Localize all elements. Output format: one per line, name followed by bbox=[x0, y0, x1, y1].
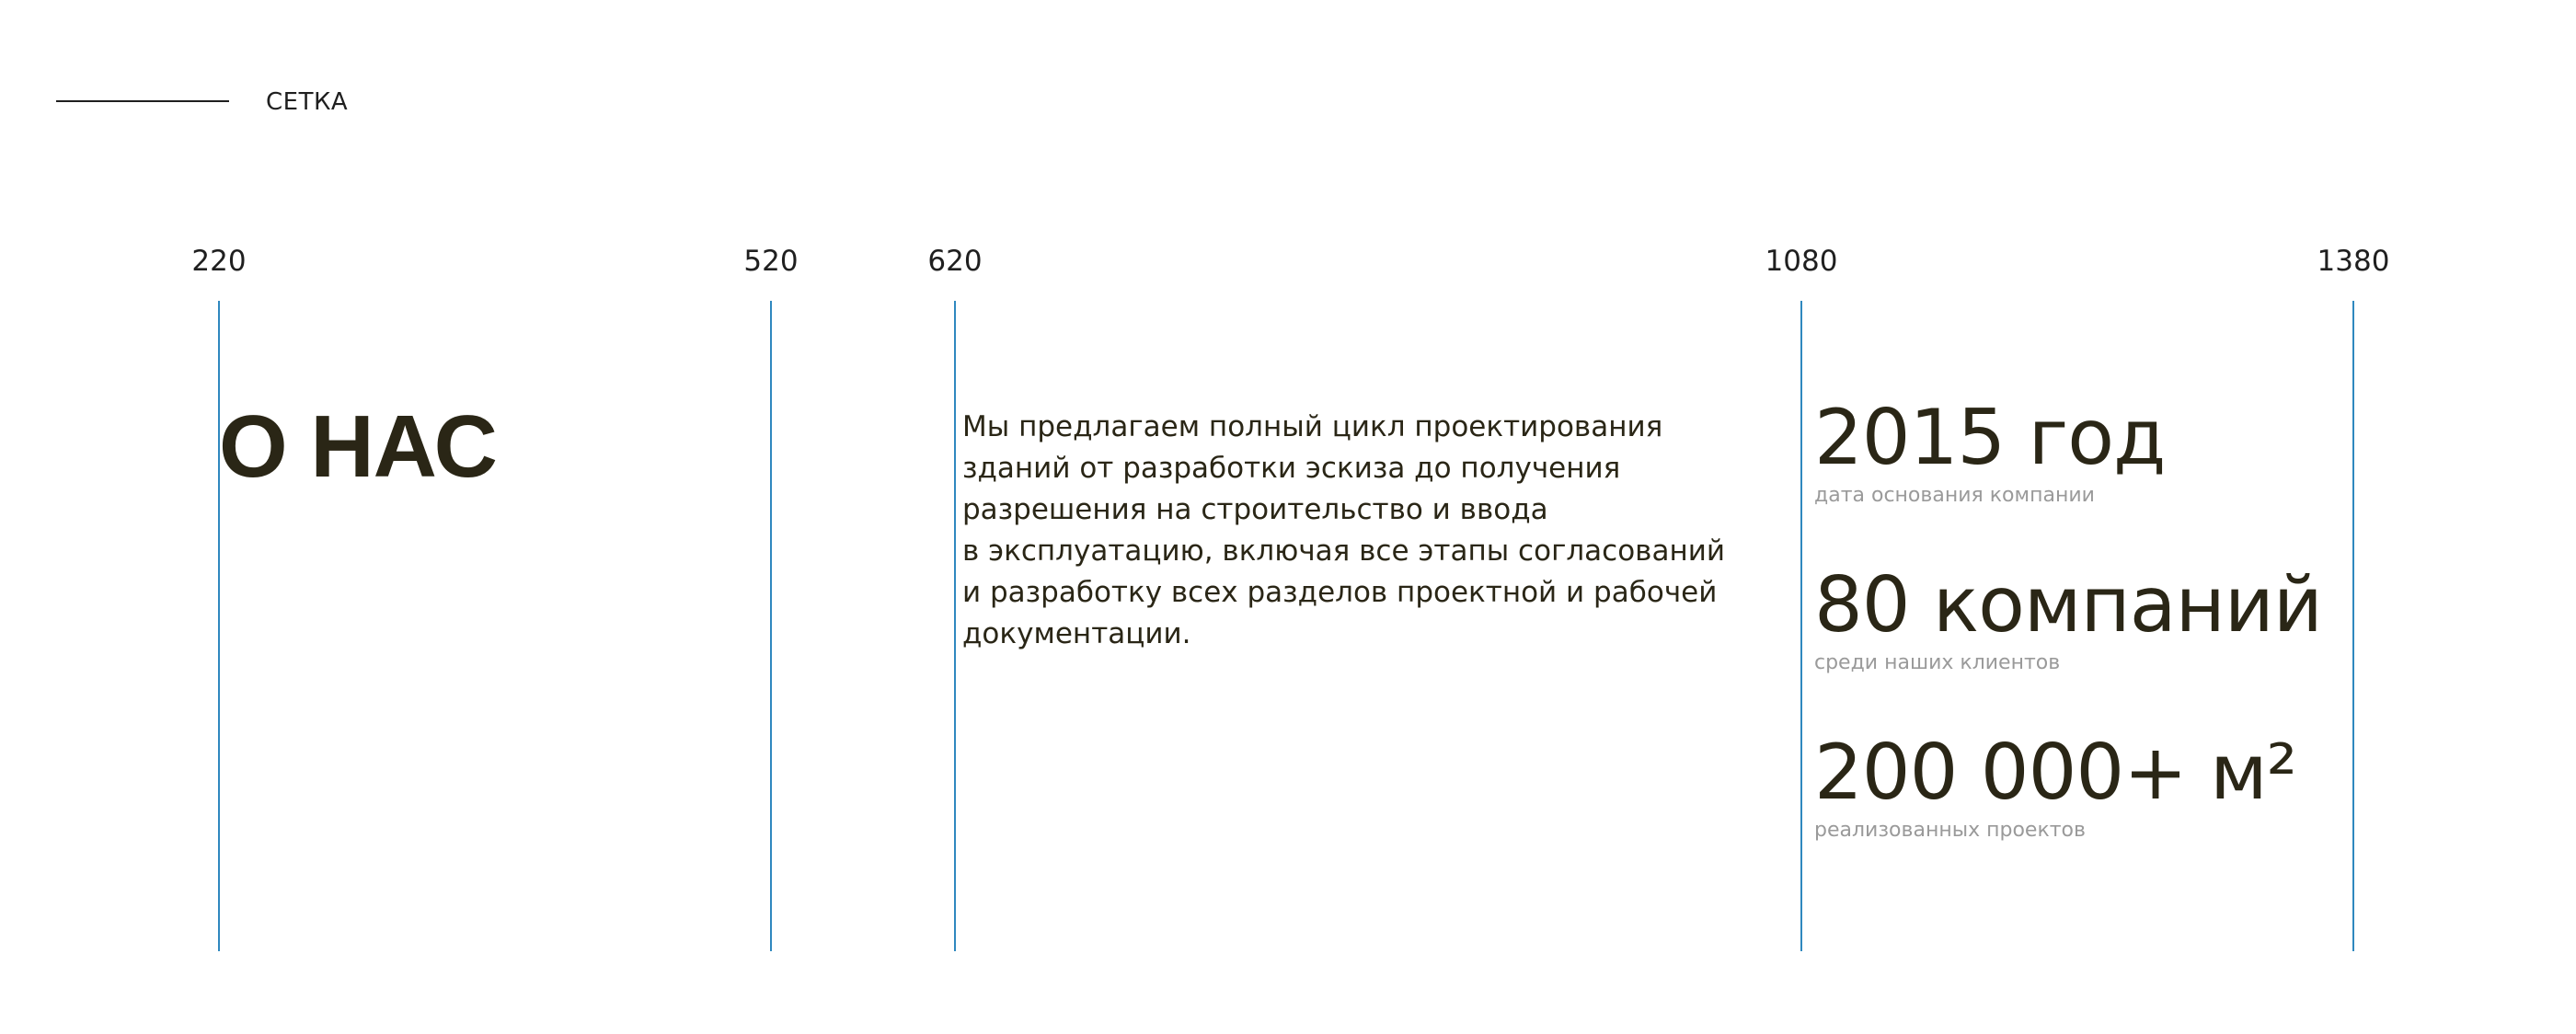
description-line: в эксплуатацию, включая все этапы согласований bbox=[962, 534, 1726, 568]
description-line: Мы предлагаем полный цикл проектирования bbox=[962, 410, 1663, 443]
description-line: зданий от разработки эскиза до получения bbox=[962, 452, 1621, 485]
stat-area bbox=[1814, 729, 2296, 843]
description-line: и разработку всех разделов проектной и рабочей bbox=[962, 576, 1718, 609]
about-description bbox=[962, 407, 1726, 655]
section-title: О НАС bbox=[219, 397, 497, 496]
header-label: СЕТКА bbox=[266, 88, 349, 116]
stat-caption: реализованных проектов bbox=[1814, 819, 2086, 842]
stat-founded bbox=[1814, 394, 2165, 508]
grid-line-1080 bbox=[1800, 301, 1802, 951]
description-line: разрешения на строительство и ввода bbox=[962, 493, 1548, 526]
grid-line-520 bbox=[770, 301, 772, 951]
description-line: документации. bbox=[962, 617, 1191, 650]
grid-label-620: 620 bbox=[927, 245, 983, 278]
grid-line-1380 bbox=[2352, 301, 2354, 951]
stat-clients bbox=[1814, 561, 2322, 675]
grid-label-220: 220 bbox=[191, 245, 247, 278]
stat-caption: дата основания компании bbox=[1814, 484, 2095, 507]
grid-label-520: 520 bbox=[743, 245, 799, 278]
stat-caption: среди наших клиентов bbox=[1814, 651, 2061, 674]
grid-line-620 bbox=[954, 301, 956, 951]
grid-label-1080: 1080 bbox=[1765, 245, 1838, 278]
grid-label-1380: 1380 bbox=[2317, 245, 2390, 278]
header-rule bbox=[56, 100, 229, 102]
stat-value: 2015 год bbox=[1814, 393, 2166, 482]
stat-value: 80 компаний bbox=[1814, 560, 2322, 649]
stat-value: 200 000+ м² bbox=[1814, 728, 2297, 817]
